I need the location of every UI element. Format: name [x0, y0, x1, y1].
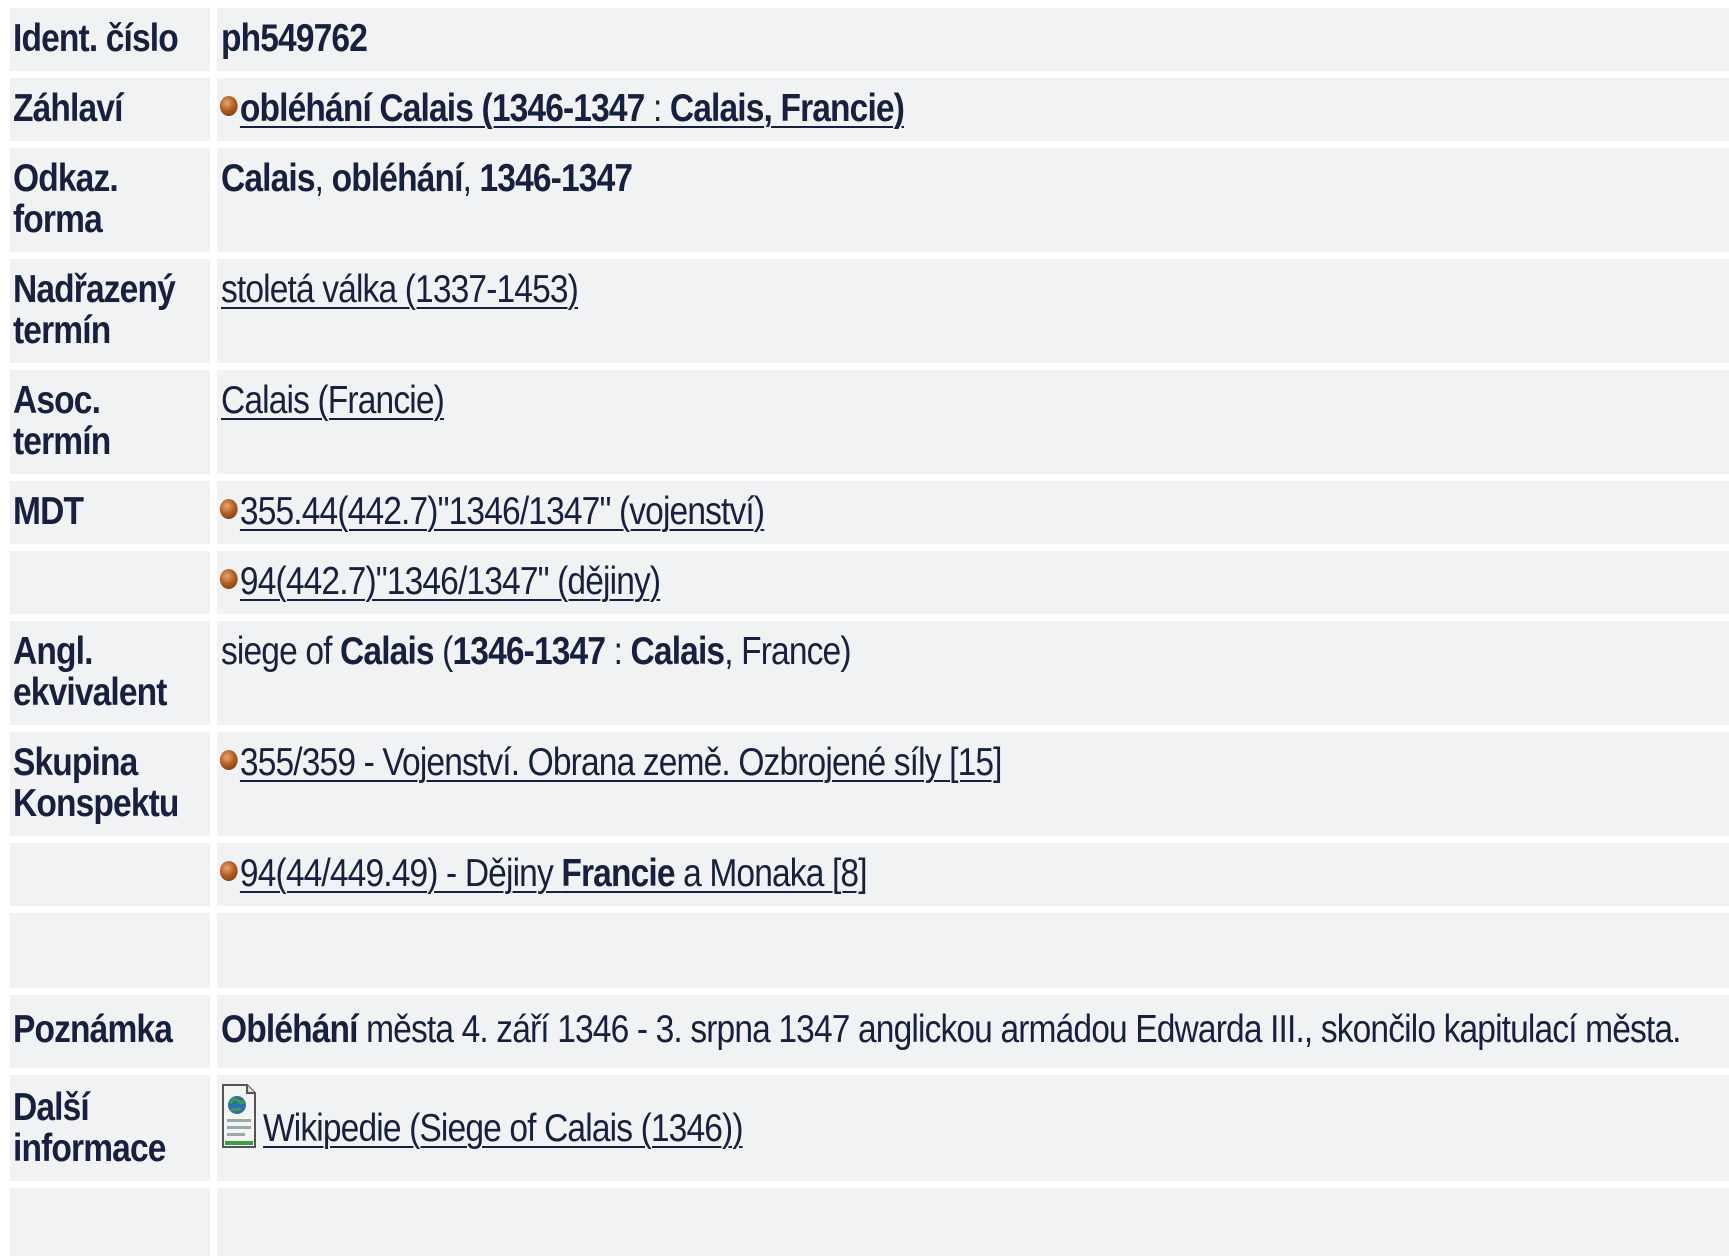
label-note: Poznámka [10, 995, 217, 1075]
value-mdt-2 [217, 551, 1729, 621]
spacer-value [217, 913, 1729, 995]
bottom-spacer-label [10, 1188, 217, 1256]
value-note: Obléhání města 4. září 1346 - 3. srpna 1347 anglickou armádou Edwarda III., skončilo kapitulací města. [217, 995, 1729, 1075]
label-id: Ident. číslo [10, 8, 217, 78]
value-id: ph549762 [217, 8, 1729, 78]
value-broader-term [217, 259, 1729, 370]
mdt-link-1[interactable]: 355.44(442.7)"1346/1347" (vojenství) [239, 490, 763, 533]
row-bottom-spacer [10, 1188, 1729, 1256]
value-mdt-1 [217, 481, 1729, 551]
label-reference-form: Odkaz. forma [10, 148, 217, 259]
value-english-equivalent: siege of Calais (1346-1347 : Calais, France) [217, 621, 1729, 732]
row-conspectus-1 [10, 732, 1729, 843]
web-document-icon[interactable] [221, 1083, 257, 1149]
label-associated-term: Asoc. termín [10, 370, 217, 481]
heading-link[interactable]: obléhání Calais (1346-1347 : Calais, Francie) [239, 87, 903, 130]
label-mdt-empty [10, 551, 217, 621]
value-associated-term [217, 370, 1729, 481]
row-conspectus-2 [10, 843, 1729, 913]
row-broader-term [10, 259, 1729, 370]
label-mdt: MDT [10, 481, 217, 551]
label-english-equivalent: Angl. ekvivalent [10, 621, 217, 732]
spacer-label [10, 913, 217, 995]
bullet-icon [219, 96, 237, 116]
value-conspectus-1 [217, 732, 1729, 843]
row-note [10, 995, 1729, 1075]
value-more-info [217, 1075, 1729, 1188]
bullet-icon [219, 750, 237, 770]
bullet-icon [219, 499, 237, 519]
row-mdt-2 [10, 551, 1729, 621]
mdt-link-2[interactable]: 94(442.7)"1346/1347" (dějiny) [239, 560, 659, 603]
value-heading [217, 78, 1729, 148]
broader-term-link[interactable]: stoletá válka (1337-1453) [221, 268, 578, 311]
label-more-info: Další informace [10, 1075, 217, 1188]
label-broader-term: Nadřazený termín [10, 259, 217, 370]
conspectus-link-2[interactable]: 94(44/449.49) - Dějiny Francie a Monaka [8] [239, 852, 866, 895]
row-id [10, 8, 1729, 78]
wikipedia-link[interactable]: Wikipedie (Siege of Calais (1346)) [263, 1107, 743, 1150]
label-conspectus: Skupina Konspektu [10, 732, 217, 843]
row-associated-term [10, 370, 1729, 481]
row-heading [10, 78, 1729, 148]
value-conspectus-2 [217, 843, 1729, 913]
row-more-info [10, 1075, 1729, 1188]
value-reference-form: Calais, obléhání, 1346-1347 [217, 148, 1729, 259]
label-heading: Záhlaví [10, 78, 217, 148]
conspectus-link-1[interactable]: 355/359 - Vojenství. Obrana země. Ozbrojené síly [15] [239, 741, 1001, 784]
row-reference-form [10, 148, 1729, 259]
bullet-icon [219, 861, 237, 881]
row-english-equivalent [10, 621, 1729, 732]
bullet-icon [219, 569, 237, 589]
row-spacer [10, 913, 1729, 995]
label-conspectus-empty [10, 843, 217, 913]
bottom-spacer-value [217, 1188, 1729, 1256]
authority-record-table [10, 8, 1729, 1256]
row-mdt-1 [10, 481, 1729, 551]
associated-term-link[interactable]: Calais (Francie) [221, 379, 444, 422]
